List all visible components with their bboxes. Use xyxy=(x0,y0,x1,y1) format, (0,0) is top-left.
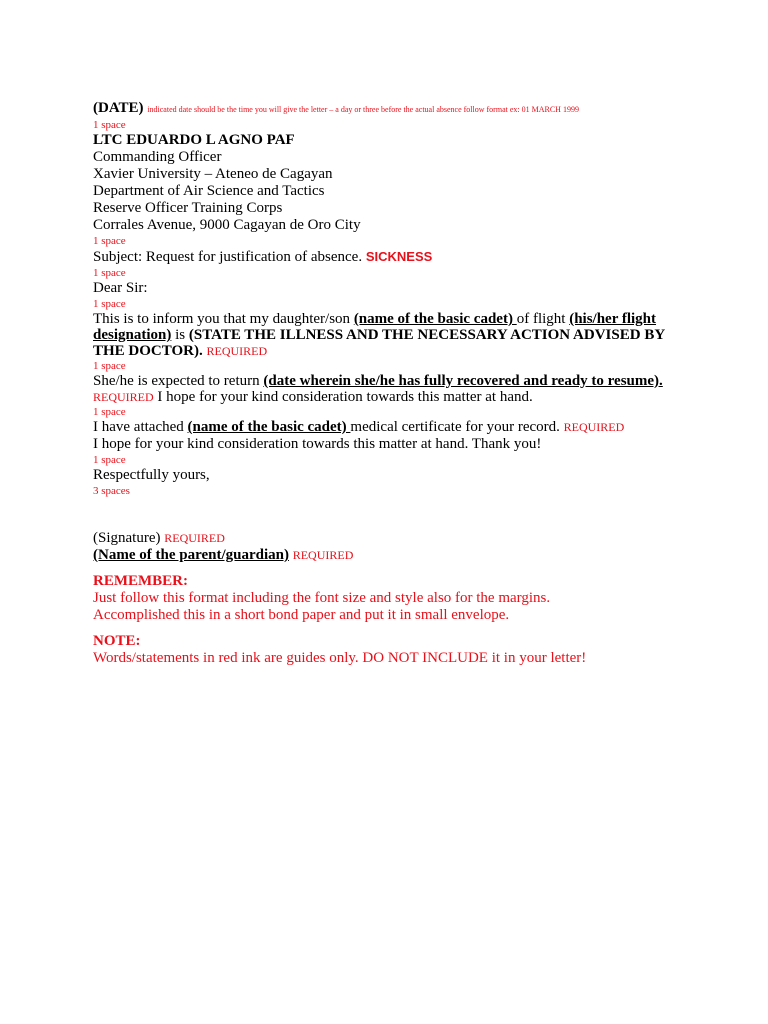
p1-text: This is to inform you that my daughter/son xyxy=(93,311,354,327)
signature-gap xyxy=(93,498,693,530)
letter-template xyxy=(93,100,693,667)
remember-line: Just follow this format including the font size and style also for the margins. xyxy=(93,590,551,606)
p3-text: I have attached xyxy=(93,419,188,435)
return-date-placeholder: (date wherein she/he has fully recovered and ready to resume). xyxy=(263,373,663,389)
parent-name-placeholder: (Name of the parent/guardian) xyxy=(93,547,289,563)
spacer-note: 1 space xyxy=(93,298,126,310)
required-label: REQUIRED xyxy=(292,548,354,562)
required-label: REQUIRED xyxy=(563,420,625,434)
remember-line: Accomplished this in a short bond paper and put it in small envelope. xyxy=(93,607,510,623)
date-placeholder: (DATE) xyxy=(93,100,144,116)
addressee-university: Xavier University – Ateneo de Cagayan xyxy=(93,166,333,182)
spacer-note: 1 space xyxy=(93,235,126,247)
p2-text: She/he is expected to return xyxy=(93,373,264,389)
note-heading: NOTE: xyxy=(93,633,141,649)
section-gap xyxy=(93,624,693,633)
remember-heading: REMEMBER: xyxy=(93,573,188,589)
body-paragraph-3 xyxy=(93,419,693,436)
subject-reason: SICKNESS xyxy=(365,249,433,264)
p2-text: I hope for your kind consideration towards this matter at hand. xyxy=(153,389,533,405)
subject-line xyxy=(93,248,693,266)
addressee-corps: Reserve Officer Training Corps xyxy=(93,200,283,216)
illness-placeholder: (STATE THE ILLNESS AND THE NECESSARY ACTION ADVISED BY THE DOCTOR). xyxy=(93,327,665,359)
parent-name-line xyxy=(93,547,693,564)
addressee-title: Commanding Officer xyxy=(93,149,222,165)
spacer-note: 1 space xyxy=(93,406,126,418)
cadet-name-placeholder: (name of the basic cadet) xyxy=(353,311,517,327)
body-paragraph-1 xyxy=(93,311,693,359)
spacer-note: 1 space xyxy=(93,119,126,131)
section-gap xyxy=(93,564,693,573)
body-paragraph-2 xyxy=(93,373,693,405)
addressee-address: Corrales Avenue, 9000 Cagayan de Oro City xyxy=(93,217,361,233)
note-line: Words/statements in red ink are guides only. DO NOT INCLUDE it in your letter! xyxy=(93,650,587,666)
cadet-name-placeholder: (name of the basic cadet) xyxy=(187,419,351,435)
addressee-department: Department of Air Science and Tactics xyxy=(93,183,325,199)
p3-text: medical certificate for your record. xyxy=(350,419,564,435)
date-line xyxy=(93,100,693,118)
required-label: REQUIRED xyxy=(164,531,225,545)
signature-line xyxy=(93,530,693,547)
addressee-name: LTC EDUARDO L AGNO PAF xyxy=(93,132,295,148)
salutation: Dear Sir: xyxy=(93,280,148,296)
closing: Respectfully yours, xyxy=(93,467,210,483)
required-label: REQUIRED xyxy=(206,344,268,358)
body-paragraph-4: I hope for your kind consideration towards this matter at hand. Thank you! xyxy=(93,436,542,452)
signature-placeholder: (Signature) xyxy=(93,530,165,546)
p1-text: is xyxy=(171,327,189,343)
subject-text: Subject: Request for justification of absence. xyxy=(93,249,366,265)
spacer-note: 1 space xyxy=(93,360,126,372)
p1-text: of flight xyxy=(516,311,570,327)
spacer-note: 3 spaces xyxy=(93,485,130,497)
spacer-note: 1 space xyxy=(93,454,126,466)
required-label: REQUIRED xyxy=(93,390,154,404)
spacer-note: 1 space xyxy=(93,267,126,279)
date-guide: indicated date should be the time you will give the letter – a day or three before the actual absence follow format ex: 01 MARCH 1999 xyxy=(147,105,579,114)
flight-designation-placeholder: (his/her flight designation) xyxy=(93,311,657,343)
